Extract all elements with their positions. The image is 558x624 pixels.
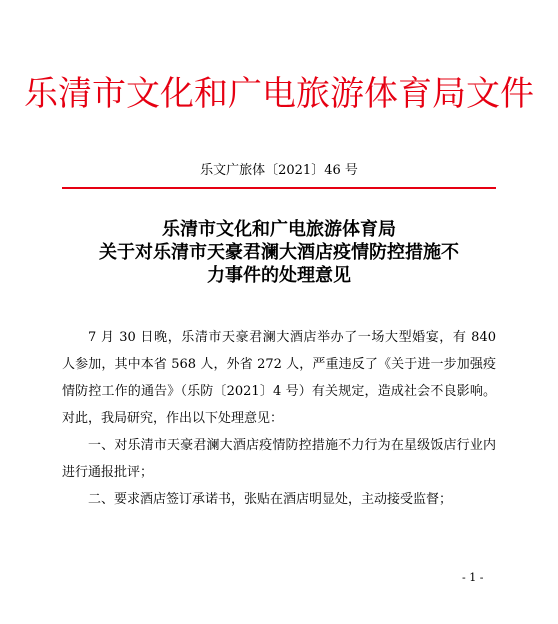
- document-header-title: 乐清市文化和广电旅游体育局文件: [24, 74, 534, 114]
- title-line-2: 关于对乐清市天豪君澜大酒店疫情防控措施不: [99, 242, 459, 263]
- body-paragraph: 一、对乐清市天豪君澜大酒店疫情防控措施不力行为在星级饭店行业内进行通报批评；: [62, 438, 496, 480]
- document-number: 乐文广旅体〔2021〕46 号: [200, 163, 358, 178]
- body-paragraph: 7 月 30 日晚，乐清市天豪君澜大酒店举办了一场大型婚宴，有 840 人参加，其中本省 568 人，外省 272 人，严重违反了《关于进一步加强疫情防控工作的通告》（乐防〔2021〕4 号）有关规定，造成社会不良影响。对此，我局研究，作出以下处理意见：: [62, 330, 496, 426]
- title-line-3: 力事件的处理意见: [207, 265, 351, 286]
- document-body: [62, 324, 496, 513]
- page-number: - 1 -: [462, 571, 484, 584]
- document-title: [60, 218, 498, 287]
- title-line-1: 乐清市文化和广电旅游体育局: [162, 219, 396, 240]
- body-paragraph: 二、要求酒店签订承诺书，张贴在酒店明显处，主动接受监督；: [88, 492, 453, 507]
- red-divider-line: [62, 187, 496, 189]
